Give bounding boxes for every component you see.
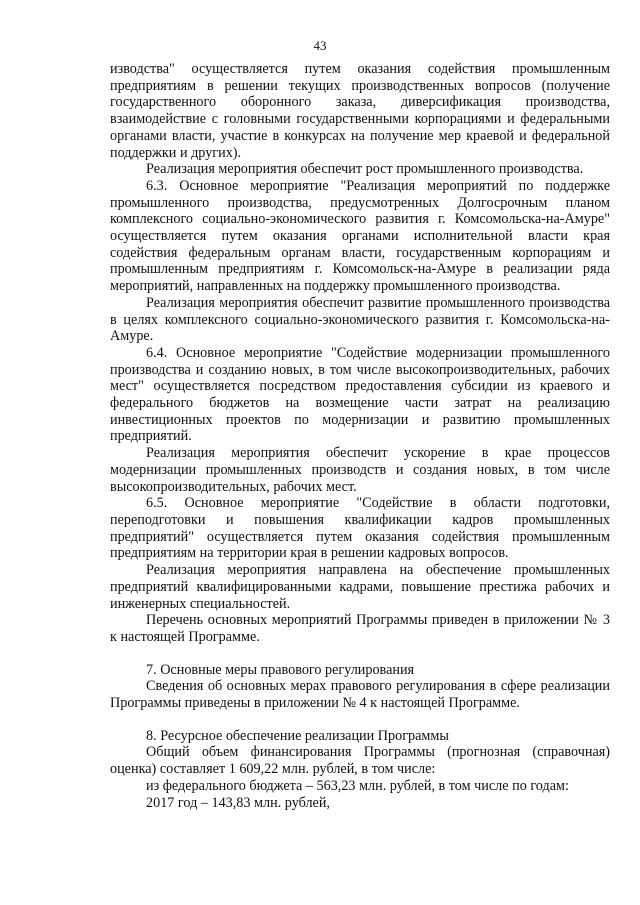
section-8-paragraph: Общий объем финансирования Программы (прогнозная (справочная) оценка) составляет 1 609,22 млн. рублей, в том числе:: [110, 744, 610, 778]
paragraph: Реализация мероприятия направлена на обеспечение промышленных предприятий квалифицированными кадрами, повышение престижа рабочих и инженерных специальностей.: [110, 562, 610, 612]
paragraph-6-5: 6.5. Основное мероприятие "Содействие в области подготовки, переподготовки и повышения квалификации кадров промышленных предприятий" осуществляется путем оказания содействия промышленным предприятиям на территории края в решении кадровых вопросов.: [110, 495, 610, 562]
paragraph: Перечень основных мероприятий Программы приведен в приложении № 3 к настоящей Программе.: [110, 612, 610, 645]
paragraph: Реализация мероприятия обеспечит развитие промышленного производства в целях комплексного социально-экономического развития г. Комсомольска-на-Амуре.: [110, 294, 610, 345]
section-7-paragraph: Сведения об основных мерах правового регулирования в сфере реализации Программы приведены в приложении № 4 к настоящей Программе.: [110, 678, 610, 712]
paragraph: Реализация мероприятия обеспечит рост промышленного производства.: [146, 161, 584, 178]
paragraph-6-3: 6.3. Основное мероприятие "Реализация мероприятий по поддержке промышленного производства, предусмотренных Долгосрочным планом комплексного социально-экономического развития г. Комсомольска-на-Амуре" осуществляется путем оказания органами исполнительной власти края содействия федеральным органам власти, государственным корпорациям и промышленным предприятиям г. Комсомольск-на-Амуре в реализации ряда мероприятий, направленных на поддержку промышленного производства.: [110, 177, 610, 295]
paragraph: Реализация мероприятия обеспечит ускорение в крае процессов модернизации промышленных производств и создания новых, в том числе высокопроизводительных, рабочих мест.: [110, 445, 610, 495]
page-content: [110, 61, 610, 811]
section-gap: [110, 646, 610, 662]
funding-line-federal: из федерального бюджета – 563,23 млн. рублей, в том числе по годам:: [146, 777, 569, 794]
paragraph-continuation: изводства" осуществляется путем оказания содействия промышленным предприятиям в решении текущих производственных вопросов (получение государственного оборонного заказа, диверсификация производства, взаимодействие с головными государственными корпорациями и федеральными органами власти, участие в конкурсах на получение мер краевой и федеральной поддержки и других).: [110, 61, 610, 161]
section-8-heading: 8. Ресурсное обеспечение реализации Программы: [146, 727, 449, 744]
paragraph-6-4: 6.4. Основное мероприятие "Содействие модернизации промышленного производства и созданию новых, в том числе высокопроизводительных, рабочих мест" осуществляется посредством предоставления субсидии из краевого и федерального бюджетов на возмещение части затрат на реализацию инвестиционных проектов по модернизации и развитию промышленных предприятий.: [110, 344, 610, 445]
section-gap: [110, 712, 610, 728]
page-number: 43: [313, 38, 327, 53]
funding-line-2017: 2017 год – 143,83 млн. рублей,: [146, 794, 330, 811]
section-7-heading: 7. Основные меры правового регулирования: [146, 661, 415, 678]
